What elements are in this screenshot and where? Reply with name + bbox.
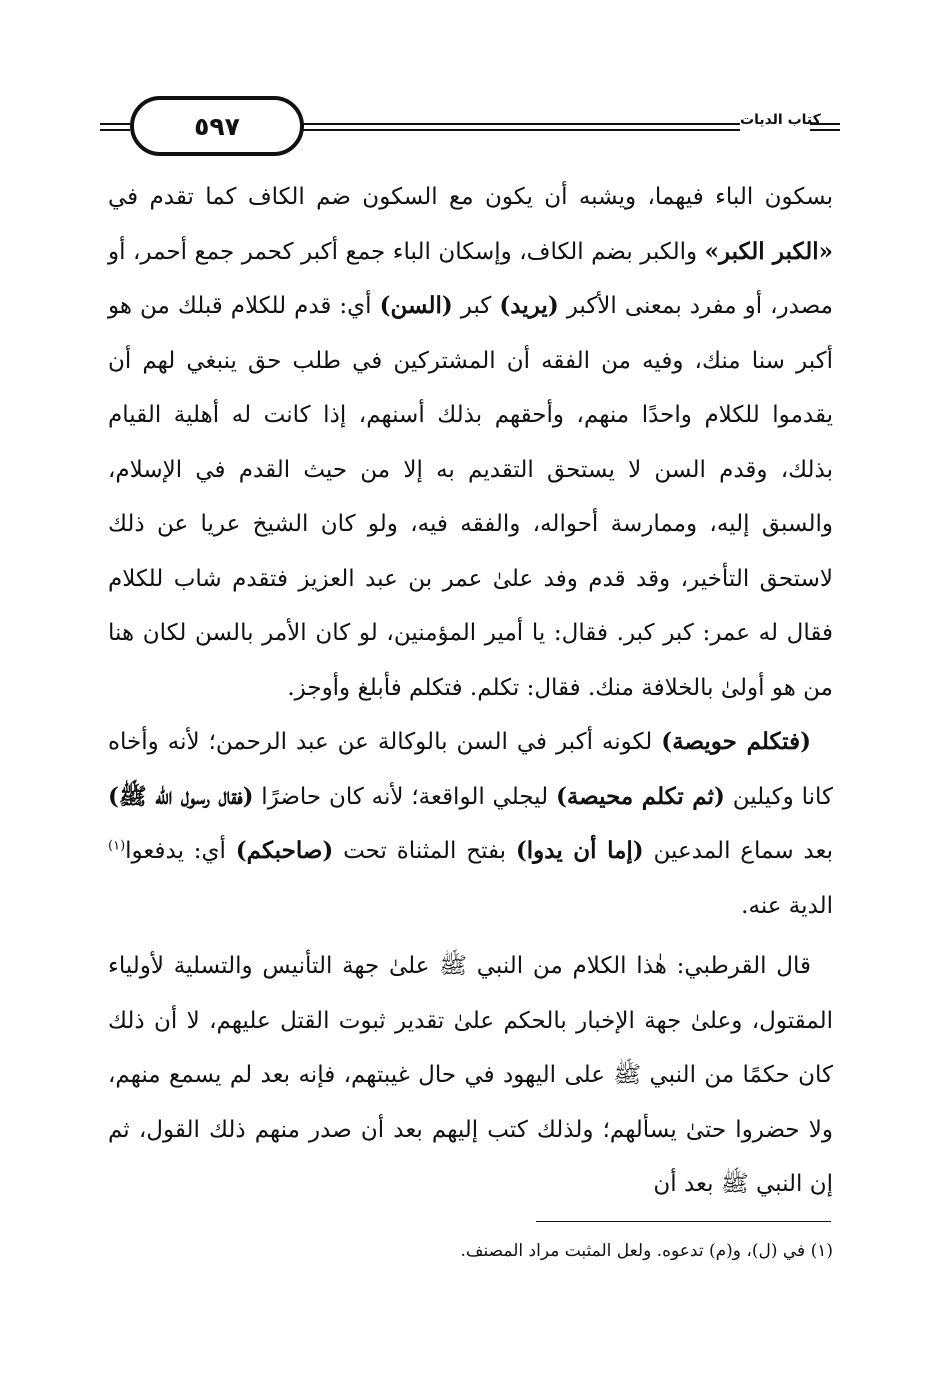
bold-term: (صاحبكم)	[235, 837, 334, 864]
running-header	[100, 96, 840, 158]
bold-term: (ثم تكلم محيصة)	[555, 782, 725, 810]
paragraph	[108, 939, 833, 1212]
bold-term: (فتكلم حويصة)	[661, 728, 812, 755]
text-run: أي: يدفعوا	[125, 838, 236, 864]
bold-term: (السن)	[379, 292, 453, 319]
text-run: الدية عنه.	[741, 892, 833, 919]
footnote-separator	[536, 1221, 831, 1222]
bold-term: (يريد)	[499, 292, 559, 319]
main-text	[108, 170, 833, 1212]
bold-term: «الكبر الكبر»	[704, 237, 833, 265]
text-run: لكونه أكبر في السن بالوكالة عن عبد الرحمن؛ لأنه وأخاه كانا وكيلين	[108, 729, 833, 810]
text-run: بعد سماع المدعين	[643, 838, 833, 864]
text-run: كبر	[452, 293, 500, 319]
text-run: ليجلي الواقعة؛ لأنه كان حاضرًا	[253, 783, 556, 810]
bold-term: (إما أن يدوا)	[515, 837, 644, 864]
text-run: بفتح المثناة تحت	[333, 838, 516, 864]
text-run: والكبر بضم الكاف، وإسكان الباء جمع أكبر كحمر جمع أحمر، أو مصدر، أو مفرد بمعنى الأكبر	[108, 238, 834, 319]
chapter-title: كتاب الديات	[740, 112, 821, 128]
text-run: بسكون الباء فيهما، ويشبه أن يكون مع السكون ضم الكاف كما تقدم في	[108, 184, 833, 210]
footnote-marker: (١)	[108, 838, 126, 854]
text-run: أي: قدم للكلام قبلك من هو أكبر سنا منك، وفيه من الفقه أن المشتركين في طلب حق ينبغي لهم أن يقدموا للكلام واحدًا منهم، وأحقهم بذلك أسنهم، إذا كانت له أهلية القيام بذلك، وقدم السن لا يستحق التقديم به إلا من حيث القدم في الإسلام، والسبق إليه، وممارسة أحواله، والفقه فيه، ولو كان الشيخ عريا عن ذلك لاستحق التأخير، وقد قدم وفد علىٰ عمر بن عبد العزيز فتقدم شاب للكلام فقال له عمر: كبر كبر. فقال: يا أمير المؤمنين، لو كان الأمر بالسن لكان هنا من هو أولىٰ بالخلافة منك. فقال: تكلم. فتكلم فأبلغ وأوجز.	[108, 293, 833, 701]
header-rule-middle	[300, 123, 740, 131]
page-number: ٥٩٧	[130, 96, 304, 156]
footnote: (١) في (ل)، و(م) تدعوه. ولعل المثبت مراد المصنف.	[460, 1241, 833, 1261]
paragraph	[108, 715, 833, 933]
paragraph	[108, 170, 833, 715]
text-run: قال القرطبي: هٰذا الكلام من النبي ﷺ علىٰ جهة التأنيس والتسلية لأولياء المقتول، وعلىٰ جهة الإخبار بالحكم علىٰ تقدير ثبوت القتل عليهم، لا أن ذلك كان حكمًا من النبي ﷺ على اليهود في حال غيبتهم، فإنه بعد لم يسمع منهم، ولا حضروا حتىٰ يسألهم؛ ولذلك كتب إليهم بعد أن صدر منهم ذلك القول، ثم إن النبي ﷺ بعد أن	[108, 953, 833, 1197]
header-rule-left	[100, 123, 130, 131]
bold-term: (فقال رسول الله ﷺ)	[108, 782, 254, 810]
